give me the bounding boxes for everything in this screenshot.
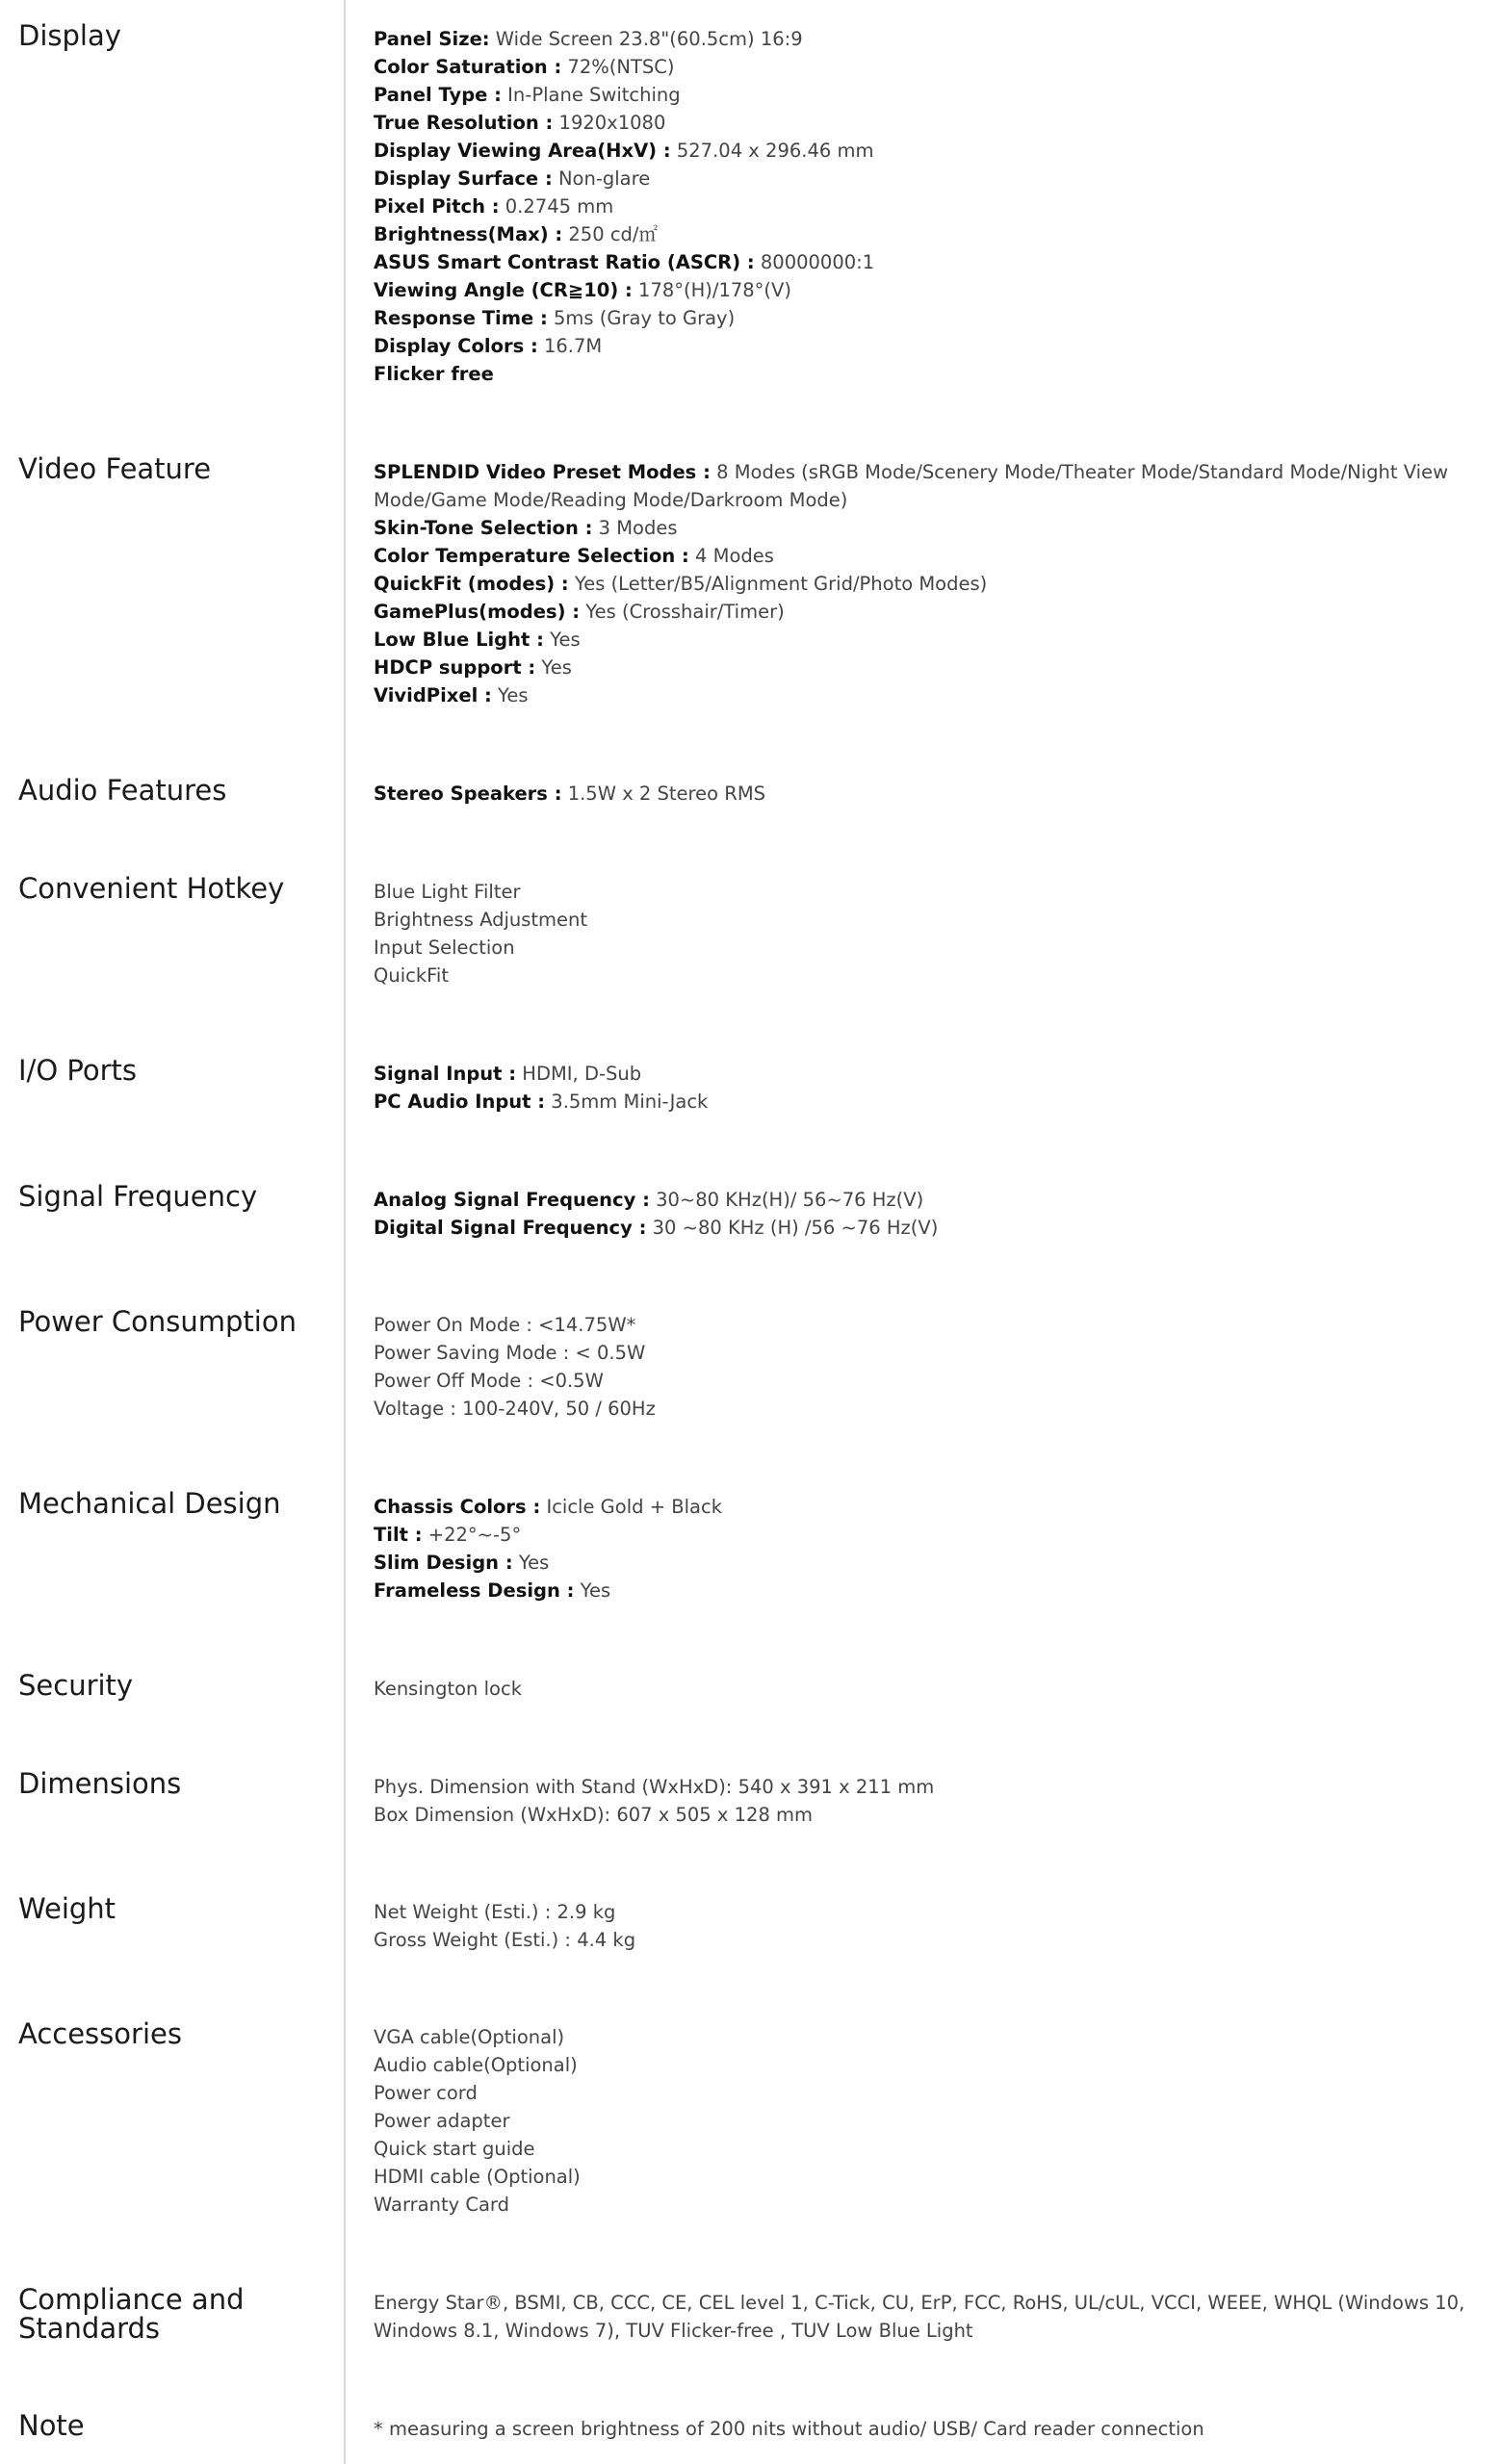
spec-label: Note (18, 2409, 85, 2442)
spec-line (374, 542, 1481, 570)
spec-value: 3.5mm Mini-Jack (545, 1091, 709, 1113)
spec-value: Voltage : 100-240V, 50 / 60Hz (374, 1398, 656, 1420)
spec-line (374, 137, 1481, 165)
spec-key: Pixel Pitch : (374, 195, 500, 218)
spec-value: 5ms (Gray to Gray) (547, 307, 736, 329)
spec-line (374, 1339, 1481, 1367)
spec-line (374, 109, 1481, 137)
spec-line (374, 25, 1481, 53)
spec-label: Audio Features (18, 774, 227, 807)
spec-line (374, 934, 1481, 962)
spec-line (374, 81, 1481, 109)
spec-label: Display (18, 19, 121, 52)
spec-line (374, 1926, 1481, 1954)
spec-line (374, 192, 1481, 220)
spec-key: Color Saturation : (374, 56, 562, 78)
spec-line (374, 1521, 1481, 1549)
spec-line (374, 1088, 1481, 1116)
spec-key: Analog Signal Frequency : (374, 1189, 650, 1211)
spec-value: 1920x1080 (553, 112, 666, 134)
spec-key: Frameless Design : (374, 1579, 575, 1602)
spec-label: I/O Ports (18, 1054, 137, 1087)
spec-line (374, 248, 1481, 276)
spec-value: Gross Weight (Esti.) : 4.4 kg (374, 1929, 636, 1951)
spec-line (374, 2051, 1481, 2079)
spec-content (374, 780, 1481, 808)
spec-value: 178°(H)/178°(V) (632, 279, 791, 301)
spec-content (374, 2415, 1481, 2443)
spec-value: 0.2745 mm (499, 195, 614, 218)
spec-value: HDMI, D-Sub (516, 1063, 642, 1085)
spec-line (374, 626, 1481, 654)
spec-line (374, 570, 1481, 598)
spec-key: Response Time : (374, 307, 548, 329)
spec-line (374, 1214, 1481, 1242)
spec-key: Low Blue Light : (374, 629, 544, 651)
spec-value: Warranty Card (374, 2194, 509, 2216)
spec-value: Yes (Crosshair/Timer) (580, 601, 785, 623)
spec-content (374, 2023, 1481, 2219)
spec-value: Yes (512, 1552, 550, 1574)
spec-line (374, 1493, 1481, 1521)
spec-value: Power On Mode : <14.75W* (374, 1314, 636, 1336)
spec-line (374, 2415, 1481, 2443)
spec-key: Panel Type : (374, 84, 502, 106)
spec-line (374, 962, 1481, 989)
spec-value: 4 Modes (688, 545, 774, 567)
spec-label: Security (18, 1669, 134, 1702)
spec-value: 8 Modes (sRGB Mode/Scenery Mode/Theater Mode/Standard Mode/Night View Mode/Game Mode/Reading Mode/Darkroom Mode) (374, 461, 1449, 511)
spec-key: Tilt : (374, 1524, 423, 1546)
spec-value: Yes (543, 629, 581, 651)
spec-content (374, 2289, 1481, 2345)
spec-label: Compliance and Standards (18, 2283, 245, 2345)
spec-value: Power cord (374, 2082, 478, 2104)
spec-line (374, 1773, 1481, 1801)
spec-line (374, 1577, 1481, 1604)
spec-line (374, 1898, 1481, 1926)
spec-value: Power adapter (374, 2110, 510, 2132)
spec-value: Phys. Dimension with Stand (WxHxD): 540 x 391 x 211 mm (374, 1776, 935, 1798)
spec-line (374, 2023, 1481, 2051)
spec-value: In-Plane Switching (501, 84, 681, 106)
spec-key: ASUS Smart Contrast Ratio (ASCR) : (374, 251, 755, 273)
spec-key: Chassis Colors : (374, 1496, 541, 1518)
spec-key: Stereo Speakers : (374, 783, 562, 805)
spec-key: Skin-Tone Selection : (374, 517, 593, 539)
spec-value: HDMI cable (Optional) (374, 2166, 581, 2188)
spec-line (374, 1060, 1481, 1088)
spec-value: Icicle Gold + Black (540, 1496, 723, 1518)
spec-line (374, 332, 1481, 360)
spec-line (374, 2079, 1481, 2107)
spec-value: VGA cable(Optional) (374, 2026, 565, 2048)
spec-value: Net Weight (Esti.) : 2.9 kg (374, 1901, 616, 1923)
spec-label: Convenient Hotkey (18, 872, 285, 905)
spec-key: PC Audio Input : (374, 1091, 546, 1113)
spec-value: Non-glare (552, 167, 651, 190)
spec-key: Flicker free (374, 363, 494, 385)
spec-content (374, 458, 1481, 709)
spec-line (374, 906, 1481, 934)
spec-value: Yes (574, 1579, 611, 1602)
spec-content (374, 1773, 1481, 1829)
spec-value: 30~80 KHz(H)/ 56~76 Hz(V) (649, 1189, 924, 1211)
spec-line (374, 276, 1481, 304)
spec-key: Brightness(Max) : (374, 223, 563, 245)
spec-line (374, 1395, 1481, 1423)
spec-value: Input Selection (374, 937, 515, 959)
spec-content (374, 1493, 1481, 1604)
spec-label: Mechanical Design (18, 1487, 281, 1520)
spec-key: Display Viewing Area(HxV) : (374, 140, 671, 162)
spec-line (374, 2163, 1481, 2191)
spec-line (374, 1801, 1481, 1829)
spec-line (374, 1186, 1481, 1214)
spec-label: Accessories (18, 2017, 182, 2050)
spec-key: QuickFit (modes) : (374, 573, 569, 595)
spec-content (374, 1898, 1481, 1954)
spec-value: Yes (491, 684, 529, 706)
spec-line (374, 360, 1481, 388)
spec-value: Yes (Letter/B5/Alignment Grid/Photo Modes) (568, 573, 988, 595)
spec-key: Display Surface : (374, 167, 553, 190)
spec-value: Power Off Mode : <0.5W (374, 1370, 604, 1392)
spec-line (374, 780, 1481, 808)
spec-key: Viewing Angle (CR≧10) : (374, 279, 633, 301)
spec-value: 250 cd/㎡ (562, 223, 658, 245)
spec-value: Box Dimension (WxHxD): 607 x 505 x 128 mm (374, 1804, 814, 1826)
spec-key: True Resolution : (374, 112, 554, 134)
spec-content (374, 1675, 1481, 1703)
spec-label: Weight (18, 1892, 116, 1925)
spec-line (374, 598, 1481, 626)
spec-line (374, 2107, 1481, 2135)
spec-value: +22°~-5° (422, 1524, 522, 1546)
spec-content (374, 1311, 1481, 1423)
spec-content (374, 1060, 1481, 1116)
spec-value: 16.7M (537, 335, 603, 357)
spec-value: Energy Star®, BSMI, CB, CCC, CE, CEL level 1, C-Tick, CU, ErP, FCC, RoHS, UL/cUL, VCCI, WEEE, WHQL (Windows 10, Windows 8.1, Windows 7), TUV Flicker-free , TUV Low Blue Light (374, 2292, 1465, 2342)
spec-label: Video Feature (18, 452, 212, 485)
spec-value: * measuring a screen brightness of 200 nits without audio/ USB/ Card reader connection (374, 2418, 1204, 2440)
spec-value: Blue Light Filter (374, 881, 521, 903)
spec-line (374, 514, 1481, 542)
spec-key: SPLENDID Video Preset Modes : (374, 461, 711, 483)
spec-value: 527.04 x 296.46 mm (670, 140, 874, 162)
spec-key: HDCP support : (374, 656, 536, 679)
spec-key: GamePlus(modes) : (374, 601, 581, 623)
spec-value: 1.5W x 2 Stereo RMS (561, 783, 766, 805)
spec-line (374, 878, 1481, 906)
spec-line (374, 1549, 1481, 1577)
spec-line (374, 1311, 1481, 1339)
spec-content (374, 1186, 1481, 1242)
spec-value: Brightness Adjustment (374, 909, 588, 931)
spec-value: Yes (535, 656, 572, 679)
spec-key: Signal Input : (374, 1063, 517, 1085)
spec-content (374, 25, 1481, 388)
spec-label: Signal Frequency (18, 1180, 258, 1213)
spec-line (374, 2135, 1481, 2163)
column-divider (344, 0, 346, 2464)
spec-value: 72%(NTSC) (561, 56, 675, 78)
spec-value: 80000000:1 (754, 251, 875, 273)
spec-line (374, 2289, 1481, 2345)
spec-line (374, 220, 1481, 248)
spec-key: Color Temperature Selection : (374, 545, 689, 567)
spec-key: Display Colors : (374, 335, 538, 357)
spec-line (374, 1675, 1481, 1703)
spec-line (374, 2191, 1481, 2219)
spec-line (374, 165, 1481, 192)
spec-key: Digital Signal Frequency : (374, 1217, 647, 1239)
spec-value: 3 Modes (592, 517, 678, 539)
spec-key: Panel Size: (374, 28, 490, 50)
spec-line (374, 1367, 1481, 1395)
spec-value: Wide Screen 23.8"(60.5cm) 16:9 (489, 28, 803, 50)
spec-line (374, 654, 1481, 681)
spec-value: Quick start guide (374, 2138, 535, 2160)
spec-line (374, 681, 1481, 709)
spec-line (374, 458, 1481, 514)
spec-line (374, 53, 1481, 81)
spec-value: 30 ~80 KHz (H) /56 ~76 Hz(V) (646, 1217, 939, 1239)
spec-label: Dimensions (18, 1767, 182, 1800)
spec-value: Power Saving Mode : < 0.5W (374, 1342, 646, 1364)
spec-key: Slim Design : (374, 1552, 513, 1574)
spec-key: VividPixel : (374, 684, 492, 706)
spec-label: Power Consumption (18, 1305, 297, 1338)
spec-value: Audio cable(Optional) (374, 2054, 578, 2076)
spec-content (374, 878, 1481, 989)
spec-line (374, 304, 1481, 332)
spec-value: Kensington lock (374, 1678, 522, 1700)
spec-value: QuickFit (374, 964, 449, 987)
